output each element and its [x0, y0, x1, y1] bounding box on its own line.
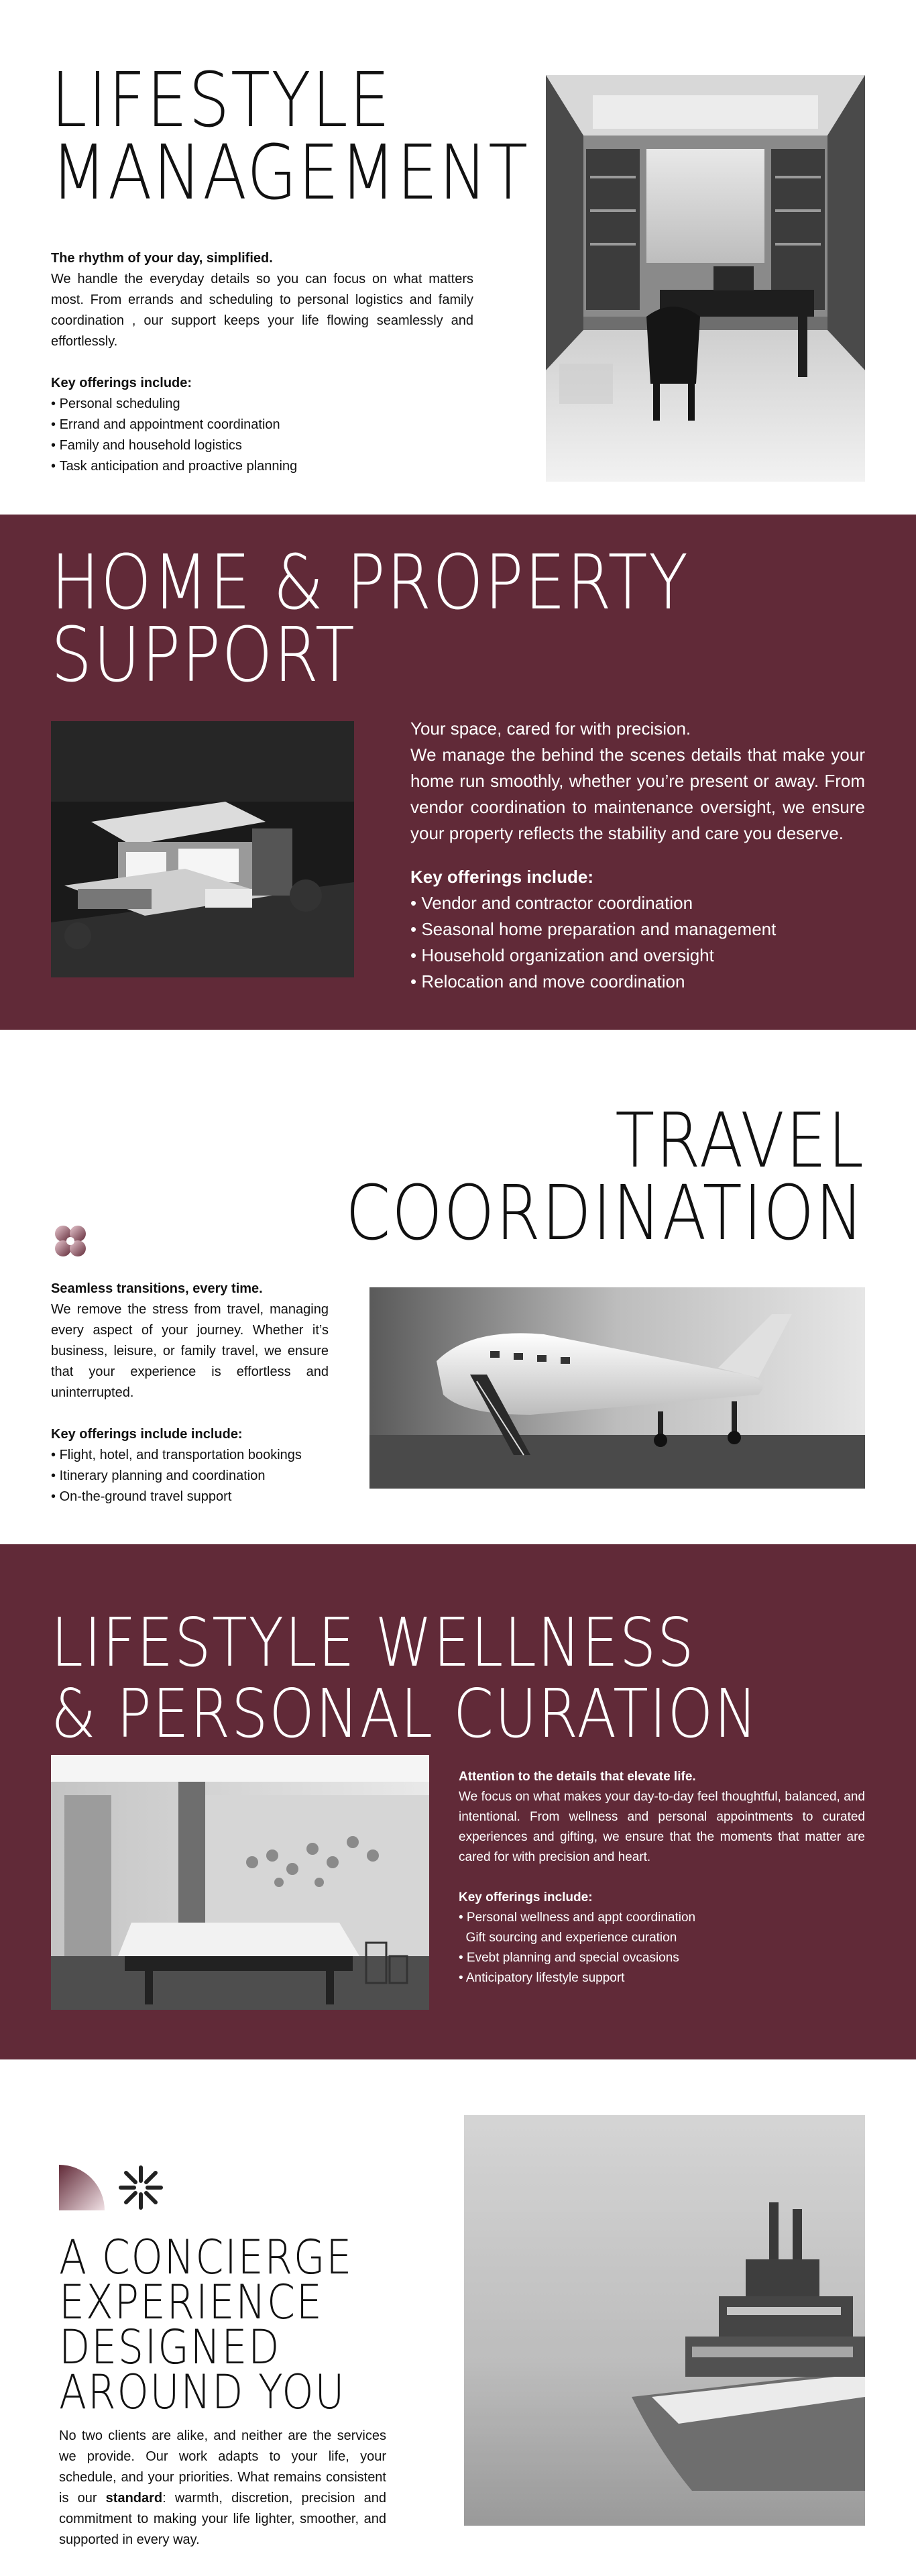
list-item: • Personal wellness and appt coordination — [459, 1911, 696, 1925]
list-item: • Personal scheduling — [51, 394, 473, 415]
home-title — [51, 539, 689, 699]
lifestyle-tagline: The rhythm of your day, simplified. — [51, 251, 273, 266]
home-tagline: Your space, cared for with precision. — [410, 718, 691, 739]
modern-house-photo — [51, 721, 354, 977]
list-item: • Itinerary planning and coordination — [51, 1466, 329, 1487]
quarter-circle-icon — [59, 2165, 105, 2210]
list-item: • Relocation and move coordination — [410, 969, 865, 995]
office-interior-photo — [546, 75, 865, 482]
travel-offerings-heading: Key offerings include include: — [51, 1427, 243, 1442]
wellness-offerings-heading: Key offerings include: — [459, 1890, 593, 1904]
list-item: Gift sourcing and experience curation — [459, 1931, 677, 1945]
home-offerings-list — [410, 890, 865, 995]
section-concierge — [0, 2059, 916, 2576]
wellness-description: We focus on what makes your day-to-day feel thoughtful, balanced, and intentional. From wellness and personal appointments to curated experiences and gifting, we ensure that the moments that matter are cared for with precision and heart. — [459, 1790, 865, 1864]
section-travel — [0, 1030, 916, 1544]
title-line: LIFESTYLE WELLNESS — [51, 1603, 695, 1682]
title-line: TRAVEL — [615, 1097, 865, 1185]
wellness-title — [51, 1603, 759, 1753]
concierge-description — [59, 2426, 386, 2551]
list-item: • Evebt planning and special ovcasions — [459, 1951, 679, 1965]
travel-offerings-list — [51, 1445, 329, 1507]
section-lifestyle-management — [0, 0, 916, 515]
wellness-offerings-list — [459, 1908, 865, 1988]
title-line: SUPPORT — [51, 612, 356, 699]
concierge-text-before: No two clients are alike, and neither are the services we provide. Our work adapts to your life, your schedule, and your priorities. What remains consistent is our — [59, 2428, 386, 2506]
lifestyle-description: We handle the everyday details so you can focus on what matters most. From errands and scheduling to personal logistics and family coordination , our support keeps your life flowing seamlessly and effortlessly. — [51, 272, 473, 349]
list-item: • Vendor and contractor coordination — [410, 890, 865, 916]
list-item: • Errand and appointment coordination — [51, 415, 473, 435]
lifestyle-offerings-heading: Key offerings include: — [51, 376, 192, 390]
list-item: • Family and household logistics — [51, 435, 473, 456]
home-description: We manage the behind the scenes details that make your home run smoothly, whether you’re present or away. From vendor coordination to maintenance oversight, we ensure your property reflects the stability and care you deserve. — [410, 745, 865, 843]
lifestyle-title — [51, 57, 529, 217]
concierge-text-after: : warmth, discretion, precision and commitment to making your life lighter, smoother, and supported in every way. — [59, 2491, 387, 2547]
home-copy — [410, 716, 865, 995]
concierge-title — [59, 2230, 353, 2420]
spa-room-photo — [51, 1755, 429, 2010]
title-line: & PERSONAL CURATION — [51, 1674, 759, 1753]
title-line: COORDINATION — [345, 1170, 865, 1257]
title-line: LIFESTYLE — [51, 57, 392, 144]
list-item: • On-the-ground travel support — [51, 1487, 329, 1507]
title-line: DESIGNED — [59, 2320, 281, 2375]
home-offerings-heading: Key offerings include: — [410, 867, 594, 887]
lifestyle-offerings-list — [51, 394, 473, 477]
flower-icon — [51, 1222, 90, 1260]
wellness-copy — [459, 1767, 865, 1988]
title-line: A CONCIERGE — [59, 2230, 353, 2285]
list-item: • Seasonal home preparation and management — [410, 916, 865, 943]
travel-title-wrap — [261, 1097, 865, 1257]
travel-title — [345, 1097, 865, 1257]
private-jet-photo — [369, 1287, 865, 1489]
travel-description: We remove the stress from travel, managing every aspect of your journey. Whether it’s business, leisure, or family travel, we ensure that your experience is effortless and uninterrupted. — [51, 1302, 329, 1400]
section-home-property — [0, 515, 916, 1030]
list-item: • Anticipatory lifestyle support — [459, 1971, 625, 1985]
title-line: MANAGEMENT — [51, 129, 529, 217]
travel-copy — [51, 1279, 329, 1507]
section-wellness — [0, 1544, 916, 2059]
list-item: • Household organization and oversight — [410, 943, 865, 969]
yacht-photo — [464, 2115, 865, 2526]
lifestyle-copy — [51, 248, 473, 477]
list-item: • Task anticipation and proactive planning — [51, 456, 473, 477]
title-line: AROUND YOU — [59, 2365, 346, 2420]
sparkle-icon — [118, 2165, 164, 2210]
travel-tagline: Seamless transitions, every time. — [51, 1281, 263, 1296]
list-item: • Flight, hotel, and transportation bookings — [51, 1445, 329, 1466]
title-line: EXPERIENCE — [59, 2275, 323, 2330]
concierge-text-bold: standard — [105, 2491, 163, 2506]
title-line: HOME & PROPERTY — [51, 539, 689, 627]
wellness-tagline: Attention to the details that elevate life. — [459, 1770, 696, 1784]
